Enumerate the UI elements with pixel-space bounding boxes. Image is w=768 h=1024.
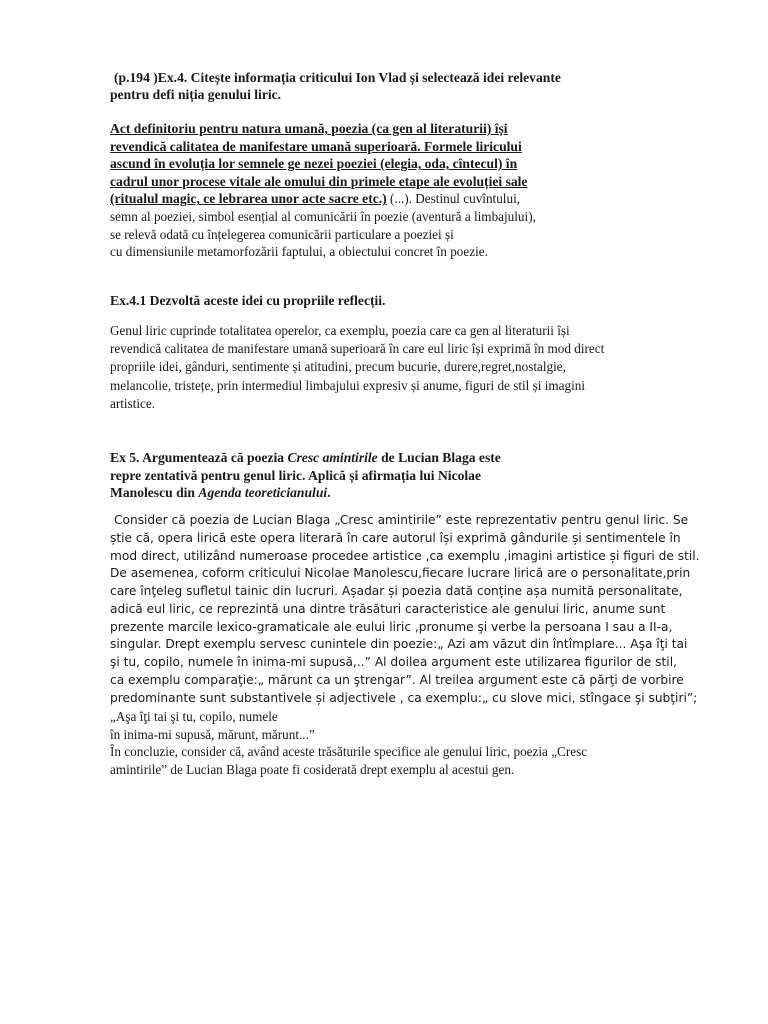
answer-line: Consider că poezia de Lucian Blaga „Cresc amintirile” este reprezentativ pentru genul liric. Se bbox=[114, 513, 689, 527]
conclusion-line: amintirile” de Lucian Blaga poate fi cosiderată drept exemplu al acestui gen. bbox=[110, 761, 515, 777]
quote-mixed-line bbox=[110, 190, 710, 208]
conclusion-line: În concluzie, consider că, având aceste trăsăturile specifice ale genului liric, poezia „Cresc bbox=[110, 744, 588, 760]
heading-text: Ex 5. Argumentează că poezia bbox=[110, 450, 288, 465]
answer-line: revendică calitatea de manifestare umană superioară în care eul liric își exprimă în mod direct bbox=[110, 341, 605, 357]
exercise-4-heading bbox=[110, 69, 710, 103]
quote-plain-fragment: (...). Destinul cuvîntului, bbox=[386, 191, 521, 207]
answer-line: artistice. bbox=[110, 395, 156, 411]
answer-line: De asemenea, coform criticului Nicolae Manolescu,fiecare lucrare lirică are o personalitate,prin bbox=[110, 566, 691, 581]
poem-quote-line: „Aşa îţi tai şi tu, copilo, numele bbox=[110, 709, 278, 724]
exercise-5-heading-line: repre zentativă pentru genul liric. Aplică și afirmația lui Nicolae bbox=[110, 467, 482, 483]
answer-line: propriile idei, gânduri, sentimente și atitudini, precum bucurie, durere,regret,nostalgie, bbox=[110, 359, 566, 375]
answer-line: prezente marcile lexico-gramaticale ale eului liric ,pronume şi verbe la persoana I sau a II-a, bbox=[110, 619, 673, 634]
exercise-5-conclusion bbox=[110, 708, 710, 778]
answer-line: melancolie, tristețe, prin intermediul limbajului expresiv și anume, figuri de stil și imagini bbox=[110, 377, 586, 393]
exercise-4-heading-line: (p.194 )Ex.4. Citește informația criticului Ion Vlad și selectează idei relevante bbox=[114, 70, 561, 85]
quote-plain-line: semn al poeziei, simbol esențial al comunicării în poezie (aventură a limbajului), bbox=[110, 208, 536, 224]
quote-bold-line: revendică calitatea de manifestare umană superioară. Formele liricului bbox=[110, 138, 522, 154]
exercise-5-heading bbox=[110, 449, 710, 502]
answer-line: adică eul liric, ce reprezintă una dintre trăsături caracteristice ale genului liric, anume sunt bbox=[110, 601, 666, 616]
answer-line: ca exemplu comparaţie:„ mărunt ca un ştrengar”. Al treilea argument este că părţi de vorbire bbox=[110, 672, 684, 687]
exercise-4-1-heading-line: Ex.4.1 Dezvoltă aceste idei cu propriile reflecții. bbox=[110, 293, 386, 308]
answer-line: predominante sunt substantivele și adjectivele , ca exemplu:„ cu slove mici, stîngace şi subţiri”; bbox=[110, 690, 698, 705]
answer-line: singular. Drept exemplu servesc cunintele din poezie:„ Azi am văzut din întîmplare... Aşa îţi tai bbox=[110, 637, 688, 652]
answer-line: știe că, opera lirică este opera literară în care autorul își exprimă gândurile și sentimentele în bbox=[110, 530, 681, 545]
exercise-4-1-answer bbox=[110, 322, 710, 413]
quote-plain-line: se relevă odată cu înțelegerea comunicării particulare a poeziei și bbox=[110, 226, 454, 242]
answer-line: Genul liric cuprinde totalitatea operelor, ca exemplu, poezia care ca gen al literaturii își bbox=[110, 323, 570, 338]
heading-text: . bbox=[327, 485, 331, 500]
quote-plain-line: cu dimensiunile metamorfozării faptului, a obiectului concret în poezie. bbox=[110, 244, 488, 260]
quote-bold-fragment: (ritualul magic, ce lebrarea unor acte sacre etc.) bbox=[110, 191, 387, 207]
answer-line: care înţeleg sufletul tainic din lucruri. Așadar și poezia dată conține așa numită personalitate, bbox=[110, 584, 683, 598]
heading-text: Manolescu din bbox=[110, 485, 199, 500]
quote-bold-line: Act definitoriu pentru natura umană, poezia (ca gen al literaturii) își bbox=[110, 121, 508, 136]
poem-title: Cresc amintirile bbox=[287, 450, 378, 465]
quote-bold-line: ascund în evoluția lor semnele ge nezei poeziei (elegia, oda, cîntecul) în bbox=[110, 156, 518, 172]
book-title: Agenda teoreticianului bbox=[198, 485, 328, 500]
exercise-5-answer bbox=[110, 512, 710, 707]
critic-quote bbox=[110, 120, 710, 261]
answer-line: şi tu, copilo, numele în inima-mi supusă,..” Al doilea argument este utilizarea figurilor de stil, bbox=[110, 655, 677, 669]
exercise-4-heading-line: pentru defi niția genului liric. bbox=[110, 87, 282, 102]
quote-bold-line: cadrul unor procese vitale ale omului din primele etape ale evoluției sale bbox=[110, 173, 528, 189]
poem-quote-line: în inima-mi supusă, mărunt, mărunt...” bbox=[110, 726, 315, 742]
exercise-5-heading-line bbox=[110, 449, 710, 467]
heading-text: de Lucian Blaga este bbox=[377, 450, 501, 465]
exercise-4-1-heading bbox=[110, 292, 710, 310]
exercise-5-heading-line bbox=[110, 484, 710, 502]
answer-line: mod direct, utilizând numeroase procedee artistice ,ca exemplu ,imagini artistice și figuri de stil. bbox=[110, 548, 700, 563]
